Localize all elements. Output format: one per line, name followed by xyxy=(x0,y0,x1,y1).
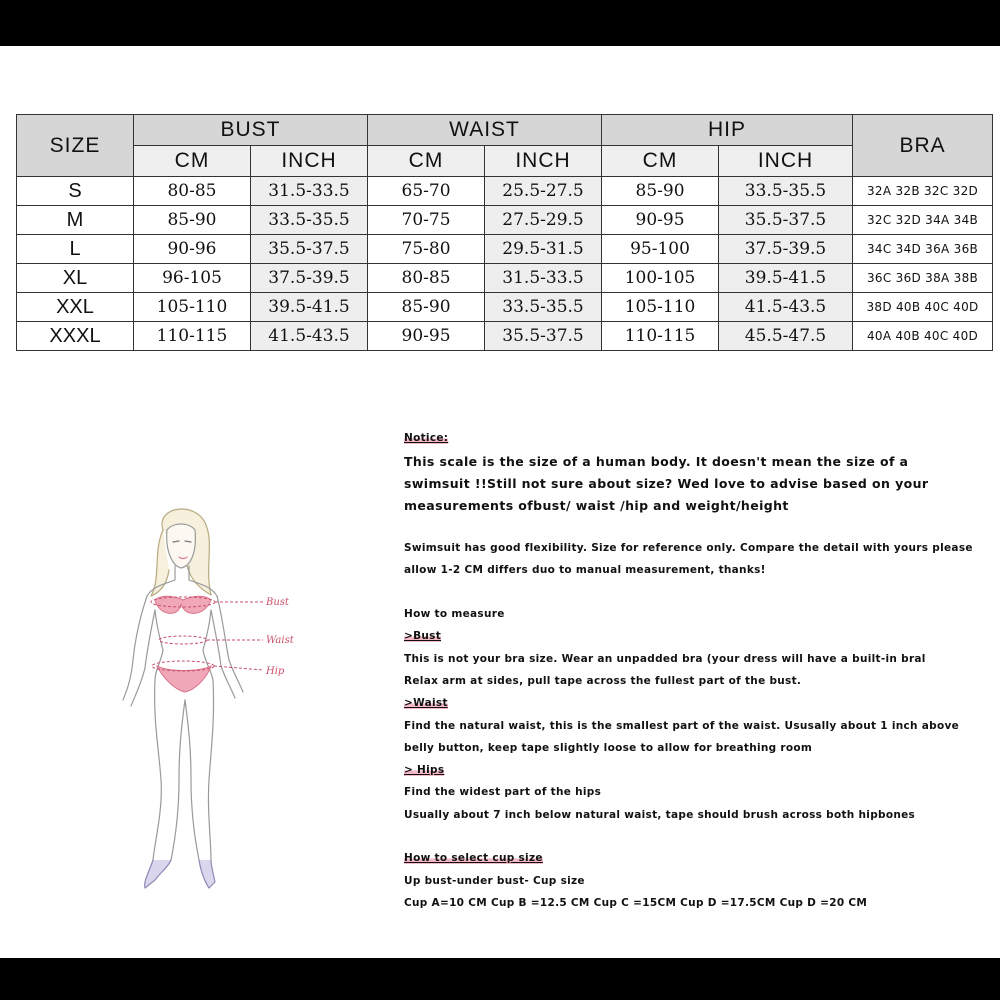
waist-line: Find the natural waist, this is the smallest part of the waist. Ususally about 1 inch above xyxy=(404,720,960,732)
unit-inch-header: INCH xyxy=(485,146,602,177)
table-row xyxy=(17,235,993,264)
bra-cell: 38D 40B 40C 40D xyxy=(853,293,993,322)
hip-cm-cell: 90-95 xyxy=(602,206,719,235)
table-row xyxy=(17,177,993,206)
bra-cell: 36C 36D 38A 38B xyxy=(853,264,993,293)
bust-cm-cell: 96-105 xyxy=(134,264,251,293)
notice-line: measurements ofbust/ waist /hip and weight/height xyxy=(404,498,789,513)
size-cell: XXXL xyxy=(17,322,134,351)
unit-cm-header: CM xyxy=(368,146,485,177)
waist-cm-cell: 70-75 xyxy=(368,206,485,235)
hips-line: Usually about 7 inch below natural waist, tape should brush across both hipbones xyxy=(404,809,916,821)
waist-label: Waist xyxy=(266,635,294,646)
bust-cm-cell: 105-110 xyxy=(134,293,251,322)
waist-inch-cell: 35.5-37.5 xyxy=(485,322,602,351)
waist-cm-cell: 80-85 xyxy=(368,264,485,293)
hip-inch-cell: 39.5-41.5 xyxy=(719,264,853,293)
bust-inch-cell: 37.5-39.5 xyxy=(251,264,368,293)
bra-cell: 40A 40B 40C 40D xyxy=(853,322,993,351)
notice-title: Notice: xyxy=(404,432,449,444)
hips-section-title: > Hips xyxy=(404,764,445,776)
hip-label: Hip xyxy=(266,666,285,677)
waist-inch-cell: 25.5-27.5 xyxy=(485,177,602,206)
table-row xyxy=(17,206,993,235)
unit-inch-header: INCH xyxy=(251,146,368,177)
bra-cell: 32A 32B 32C 32D xyxy=(853,177,993,206)
cup-size-title: How to select cup size xyxy=(404,852,543,864)
bust-inch-cell: 33.5-35.5 xyxy=(251,206,368,235)
hip-cm-cell: 95-100 xyxy=(602,235,719,264)
header-row-groups xyxy=(17,115,993,146)
cup-line: Up bust-under bust- Cup size xyxy=(404,875,585,887)
hip-inch-cell: 35.5-37.5 xyxy=(719,206,853,235)
hip-inch-cell: 37.5-39.5 xyxy=(719,235,853,264)
body-measurement-illustration xyxy=(95,500,325,900)
table-row xyxy=(17,264,993,293)
table-row xyxy=(17,322,993,351)
bust-label: Bust xyxy=(266,597,289,608)
bust-header: BUST xyxy=(134,115,368,146)
waist-cm-cell: 85-90 xyxy=(368,293,485,322)
bust-inch-cell: 41.5-43.5 xyxy=(251,322,368,351)
waist-cm-cell: 65-70 xyxy=(368,177,485,206)
unit-inch-header: INCH xyxy=(719,146,853,177)
waist-inch-cell: 31.5-33.5 xyxy=(485,264,602,293)
how-to-measure-title: How to measure xyxy=(404,608,505,620)
waist-section-title: >Waist xyxy=(404,697,448,709)
hips-line: Find the widest part of the hips xyxy=(404,786,602,798)
hip-inch-cell: 41.5-43.5 xyxy=(719,293,853,322)
flexibility-line: Swimsuit has good flexibility. Size for reference only. Compare the detail with yours please xyxy=(404,542,973,554)
waist-cm-cell: 75-80 xyxy=(368,235,485,264)
bra-cell: 32C 32D 34A 34B xyxy=(853,206,993,235)
bust-line: Relax arm at sides, pull tape across the fullest part of the bust. xyxy=(404,675,802,687)
waist-cm-cell: 90-95 xyxy=(368,322,485,351)
flexibility-line: allow 1-2 CM differs duo to manual measurement, thanks! xyxy=(404,564,766,576)
size-cell: XL xyxy=(17,264,134,293)
size-cell: XXL xyxy=(17,293,134,322)
notice-line: swimsuit !!Still not sure about size? Wed love to advise based on your xyxy=(404,476,929,491)
size-cell: S xyxy=(17,177,134,206)
unit-cm-header: CM xyxy=(602,146,719,177)
bust-cm-cell: 85-90 xyxy=(134,206,251,235)
size-chart-table xyxy=(16,114,993,351)
size-header: SIZE xyxy=(17,115,134,177)
bust-cm-cell: 80-85 xyxy=(134,177,251,206)
hip-cm-cell: 110-115 xyxy=(602,322,719,351)
bottom-black-bar xyxy=(0,958,1000,1000)
waist-line: belly button, keep tape slightly loose to allow for breathing room xyxy=(404,742,813,754)
bust-inch-cell: 35.5-37.5 xyxy=(251,235,368,264)
size-cell: L xyxy=(17,235,134,264)
cup-line: Cup A=10 CM Cup B =12.5 CM Cup C =15CM Cup D =17.5CM Cup D =20 CM xyxy=(404,897,868,909)
bra-cell: 34C 34D 36A 36B xyxy=(853,235,993,264)
waist-inch-cell: 27.5-29.5 xyxy=(485,206,602,235)
hip-cm-cell: 85-90 xyxy=(602,177,719,206)
hip-cm-cell: 100-105 xyxy=(602,264,719,293)
bust-inch-cell: 39.5-41.5 xyxy=(251,293,368,322)
hip-inch-cell: 33.5-35.5 xyxy=(719,177,853,206)
waist-inch-cell: 29.5-31.5 xyxy=(485,235,602,264)
unit-cm-header: CM xyxy=(134,146,251,177)
hip-inch-cell: 45.5-47.5 xyxy=(719,322,853,351)
bust-inch-cell: 31.5-33.5 xyxy=(251,177,368,206)
waist-inch-cell: 33.5-35.5 xyxy=(485,293,602,322)
hip-cm-cell: 105-110 xyxy=(602,293,719,322)
top-black-bar xyxy=(0,0,1000,46)
hip-header: HIP xyxy=(602,115,853,146)
header-row-units xyxy=(17,146,993,177)
bust-cm-cell: 90-96 xyxy=(134,235,251,264)
bust-line: This is not your bra size. Wear an unpadded bra (your dress will have a built-in bral xyxy=(404,653,926,665)
bust-cm-cell: 110-115 xyxy=(134,322,251,351)
waist-header: WAIST xyxy=(368,115,602,146)
notice-line: This scale is the size of a human body. It doesn't mean the size of a xyxy=(404,454,909,469)
size-cell: M xyxy=(17,206,134,235)
table-row xyxy=(17,293,993,322)
bra-header: BRA xyxy=(853,115,993,177)
bust-section-title: >Bust xyxy=(404,630,442,642)
